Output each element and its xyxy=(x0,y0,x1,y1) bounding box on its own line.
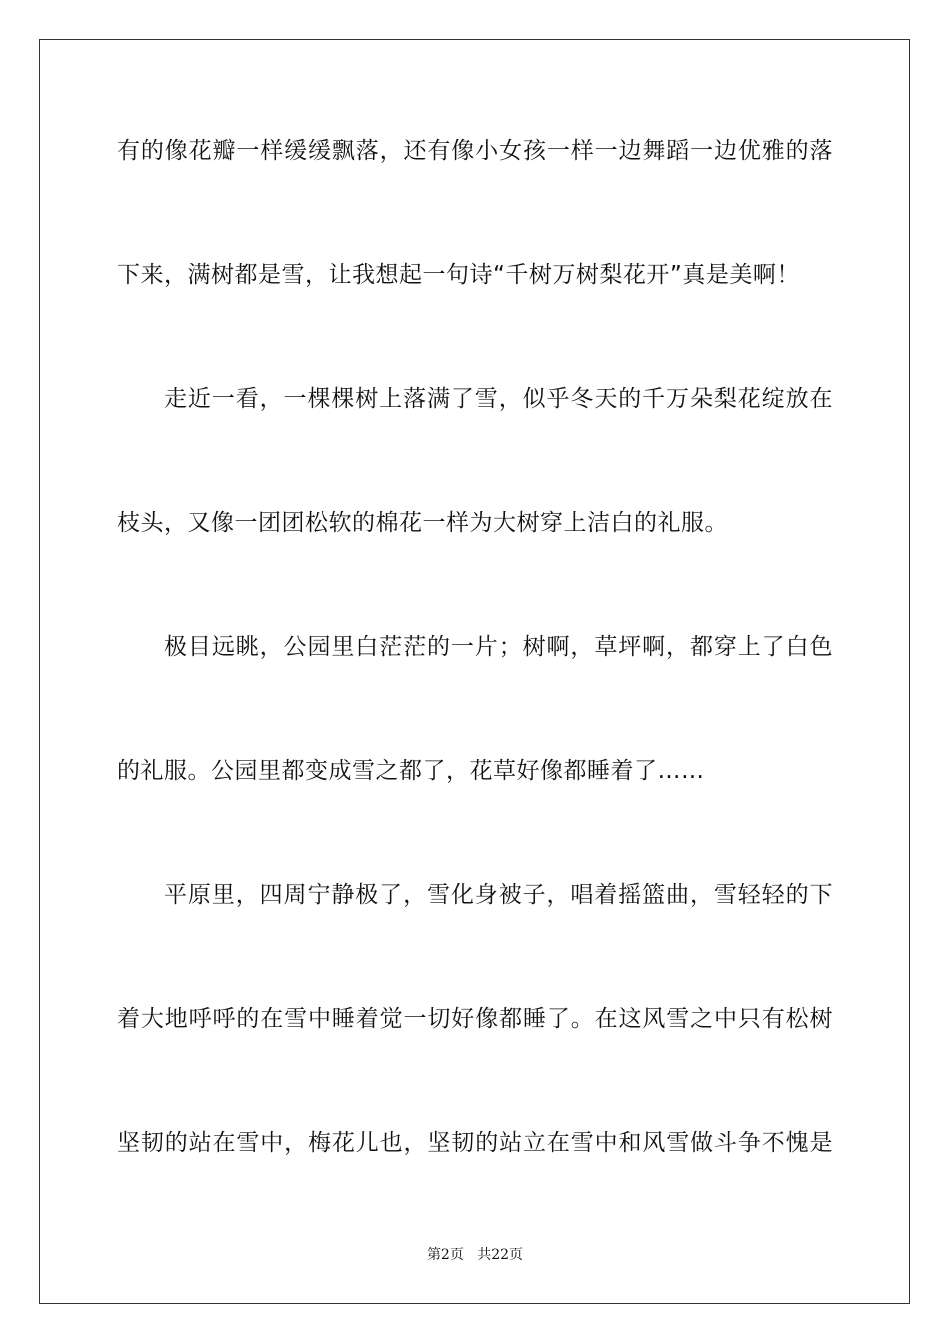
text-line-1: 有的像花瓣一样缓缓飘落，还有像小女孩一样一边舞蹈一边优雅的落 xyxy=(117,138,833,164)
text-line-8: 着大地呼呼的在雪中睡着觉一切好像都睡了。在这风雪之中只有松树 xyxy=(117,1006,833,1032)
page-number: 第2页 xyxy=(426,1247,464,1263)
text-line-9: 坚韧的站在雪中，梅花儿也，坚韧的站立在雪中和风雪做斗争不愧是 xyxy=(117,1130,833,1156)
page-border xyxy=(39,39,910,1304)
text-line-6: 的礼服。公园里都变成雪之都了，花草好像都睡着了…… xyxy=(117,758,705,784)
text-line-4: 枝头，又像一团团松软的棉花一样为大树穿上洁白的礼服。 xyxy=(117,510,728,536)
text-line-5: 极目远眺，公园里白茫茫的一片；树啊，草坪啊，都穿上了白色 xyxy=(164,634,833,660)
text-line-3: 走近一看，一棵棵树上落满了雪，似乎冬天的千万朵梨花绽放在 xyxy=(164,386,833,412)
text-line-7: 平原里，四周宁静极了，雪化身被子，唱着摇篮曲，雪轻轻的下 xyxy=(164,882,833,908)
page-footer xyxy=(0,1246,950,1264)
text-line-2: 下来，满树都是雪，让我想起一句诗“千树万树梨花开”真是美啊！ xyxy=(117,262,800,288)
page-total: 共22页 xyxy=(477,1247,524,1263)
